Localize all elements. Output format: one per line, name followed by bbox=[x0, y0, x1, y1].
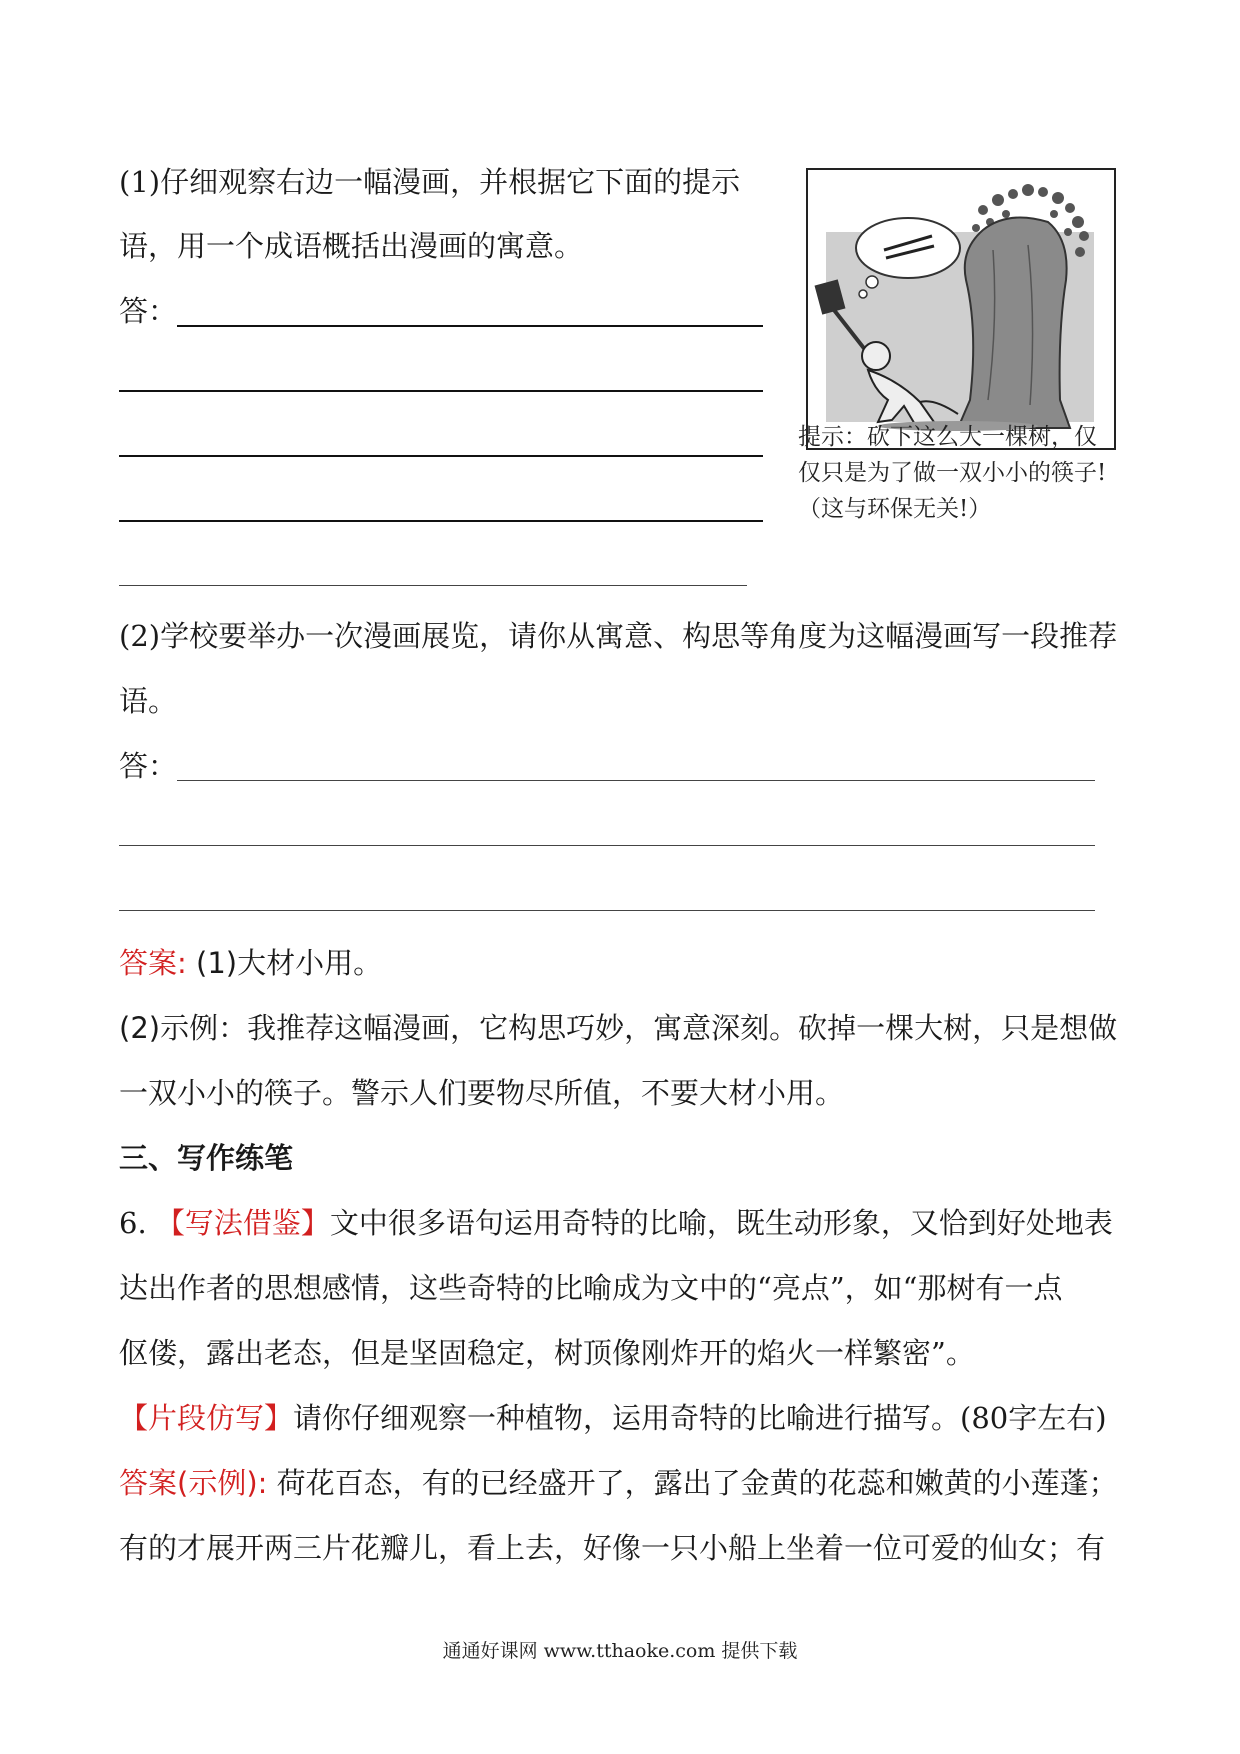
answer-blank-line bbox=[119, 910, 1095, 911]
q6-answer-line2: 有的才展开两三片花瓣儿，看上去，好像一只小船上坐着一位可爱的仙女；有 bbox=[119, 1531, 1106, 1565]
answer-blank-line bbox=[119, 455, 763, 457]
q6-answer-text1: 荷花百态，有的已经盛开了，露出了金黄的花蕊和嫩黄的小莲蓬； bbox=[267, 1466, 1118, 1500]
q5-part1-line2: 语，用一个成语概括出漫画的寓意。 bbox=[119, 229, 584, 263]
answer-label: 答案: bbox=[119, 946, 187, 980]
answer-blank-line bbox=[119, 845, 1095, 846]
q6-line4-text: 请你仔细观察一种植物，运用奇特的比喻进行描写。(80字左右) bbox=[293, 1401, 1107, 1435]
cartoon-illustration bbox=[808, 170, 1114, 448]
q5-part2-line1: (2)学校要举办一次漫画展览，请你从寓意、构思等角度为这幅漫画写一段推荐 bbox=[119, 619, 1118, 653]
cartoon-image bbox=[806, 168, 1116, 450]
q6-line1-text: 文中很多语句运用奇特的比喻，既生动形象，又恰到好处地表 bbox=[329, 1206, 1113, 1240]
q5-answer-label: 答： bbox=[119, 294, 178, 328]
q6-line4 bbox=[119, 1398, 1107, 1438]
q6-answer-label: 答案(示例): bbox=[119, 1466, 268, 1500]
answer-blank-line bbox=[119, 390, 763, 392]
page-footer: 通通好课网 www.tthaoke.com 提供下载 bbox=[442, 1640, 798, 1662]
answer5-part1: (1)大材小用。 bbox=[186, 946, 383, 980]
q6-number: 6. bbox=[119, 1206, 156, 1240]
q5-part1-line1: (1)仔细观察右边一幅漫画，并根据它下面的提示 bbox=[119, 165, 741, 199]
q6-tag-imitation: 【片段仿写】 bbox=[119, 1401, 294, 1435]
q6-line3: 伛偻，露出老态，但是坚固稳定，树顶像刚炸开的焰火一样繁密”。 bbox=[119, 1336, 975, 1370]
q6-line1 bbox=[119, 1203, 1113, 1243]
q6-answer-line1 bbox=[119, 1463, 1118, 1503]
answer5-part2-line2: 一双小小的筷子。警示人们要物尽所值，不要大材小用。 bbox=[119, 1076, 845, 1110]
q6-tag-writing-method: 【写法借鉴】 bbox=[155, 1206, 330, 1240]
answer-blank-line bbox=[119, 585, 747, 586]
cartoon-caption-line2: 仅只是为了做一双小小的筷子! bbox=[798, 460, 1107, 486]
q5-answer-label2: 答： bbox=[119, 749, 178, 783]
cartoon-caption-line1: 提示：砍下这么大一棵树，仅 bbox=[798, 424, 1097, 450]
answer-blank-line bbox=[177, 325, 763, 327]
section-heading: 三、写作练笔 bbox=[119, 1141, 294, 1175]
answer5-line1 bbox=[119, 943, 382, 983]
answer-blank-line bbox=[177, 780, 1095, 781]
answer-blank-line bbox=[119, 520, 763, 522]
q6-line2: 达出作者的思想感情，这些奇特的比喻成为文中的“亮点”，如“那树有一点 bbox=[119, 1271, 1063, 1305]
answer5-part2-line1: (2)示例：我推荐这幅漫画，它构思巧妙，寓意深刻。砍掉一棵大树，只是想做 bbox=[119, 1011, 1118, 1045]
cartoon-caption-line3: （这与环保无关!） bbox=[798, 496, 992, 522]
q5-part2-line2: 语。 bbox=[119, 684, 178, 718]
